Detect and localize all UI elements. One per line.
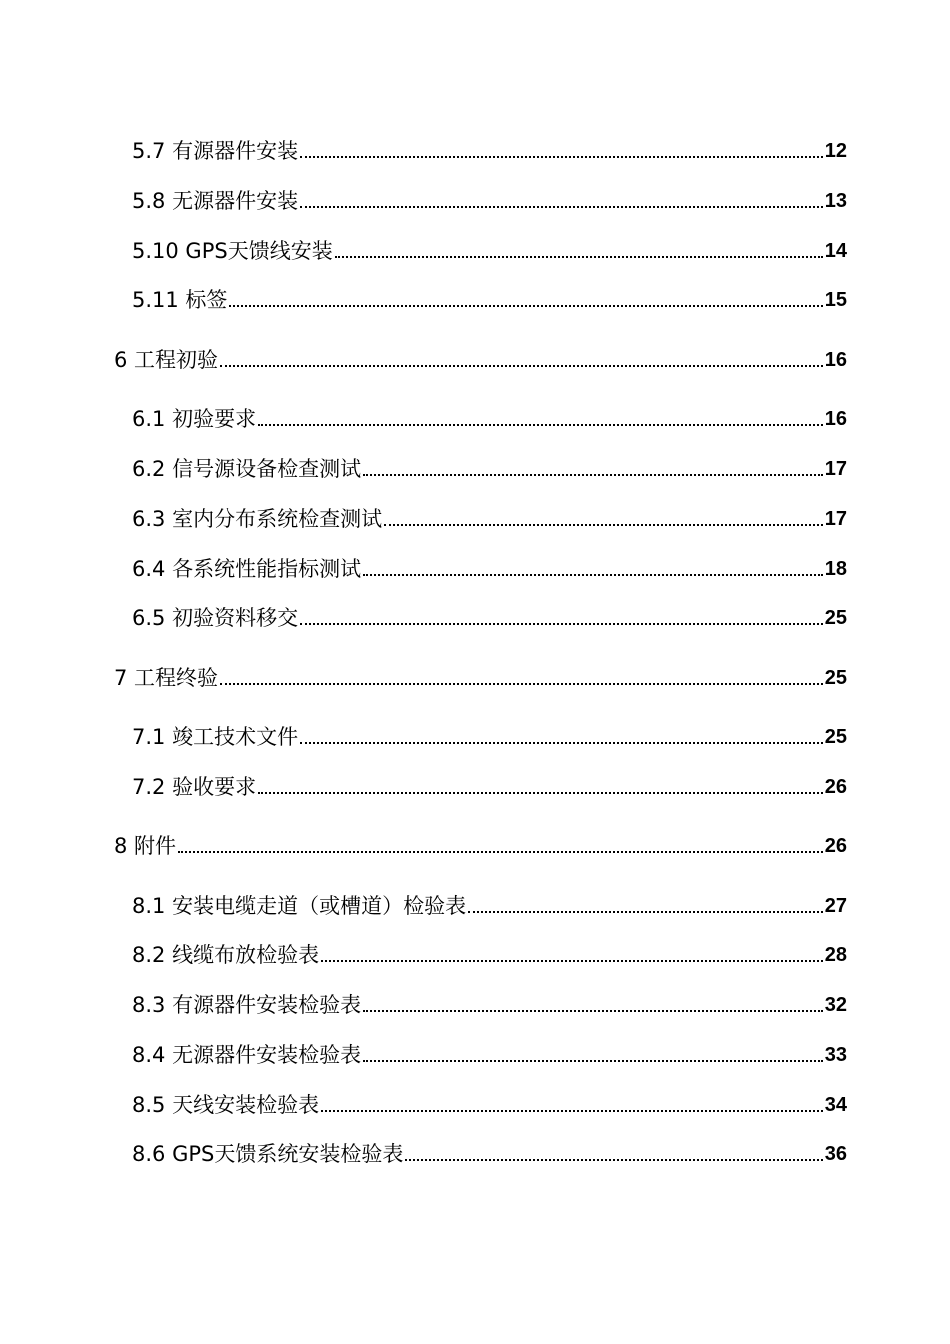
toc-entry-label: 7.1 竣工技术文件 xyxy=(132,725,299,749)
dot-leader xyxy=(220,365,823,367)
toc-page-number: 16 xyxy=(824,349,847,371)
toc-entry-label: 6.5 初验资料移交 xyxy=(132,606,299,630)
toc-page-number: 16 xyxy=(824,408,847,430)
toc-entry-label: 8.5 天线安装检验表 xyxy=(132,1093,320,1117)
toc-page-number: 27 xyxy=(824,895,847,917)
toc-page-number: 33 xyxy=(824,1044,847,1066)
toc-entry-8-6[interactable] xyxy=(132,1136,847,1166)
toc-entry-6-1[interactable] xyxy=(132,401,847,431)
toc-entry-8[interactable] xyxy=(114,828,847,858)
dot-leader xyxy=(405,1159,822,1161)
toc-entry-6-4[interactable] xyxy=(132,551,847,581)
toc-page-number: 32 xyxy=(824,994,847,1016)
toc-page-number: 26 xyxy=(824,835,847,857)
toc-entry-label: 8.2 线缆布放检验表 xyxy=(132,943,320,967)
toc-entry-7-2[interactable] xyxy=(132,769,847,799)
toc-page-number: 36 xyxy=(824,1143,847,1165)
toc-entry-6[interactable] xyxy=(114,342,847,372)
dot-leader xyxy=(468,911,823,913)
toc-entry-6-2[interactable] xyxy=(132,451,847,481)
dot-leader xyxy=(229,305,822,307)
toc-entry-label: 5.8 无源器件安装 xyxy=(132,189,299,213)
toc-entry-label: 5.11 标签 xyxy=(132,288,228,312)
toc-entry-label: 6.1 初验要求 xyxy=(132,407,257,431)
dot-leader xyxy=(220,683,823,685)
dot-leader xyxy=(363,474,823,476)
toc-page-number: 13 xyxy=(824,190,847,212)
toc-entry-label: 6.3 室内分布系统检查测试 xyxy=(132,507,383,531)
toc-entry-label: 6.4 各系统性能指标测试 xyxy=(132,557,362,581)
dot-leader xyxy=(258,424,823,426)
toc-page-number: 25 xyxy=(824,667,847,689)
toc-entry-6-5[interactable] xyxy=(132,600,847,630)
toc-entry-label: 8.4 无源器件安装检验表 xyxy=(132,1043,362,1067)
toc-entry-label: 6.2 信号源设备检查测试 xyxy=(132,457,362,481)
toc-page-number: 28 xyxy=(824,944,847,966)
dot-leader xyxy=(363,574,823,576)
toc-page-number: 18 xyxy=(824,558,847,580)
toc-entry-8-4[interactable] xyxy=(132,1037,847,1067)
toc-entry-5-10[interactable] xyxy=(132,233,847,263)
dot-leader xyxy=(363,1010,823,1012)
dot-leader xyxy=(258,792,823,794)
toc-entry-6-3[interactable] xyxy=(132,501,847,531)
dot-leader xyxy=(384,524,823,526)
toc-entry-8-3[interactable] xyxy=(132,987,847,1017)
toc-page-number: 17 xyxy=(824,508,847,530)
toc-entry-5-11[interactable] xyxy=(132,282,847,312)
toc-page-number: 17 xyxy=(824,458,847,480)
dot-leader xyxy=(321,1110,823,1112)
toc-entry-5-7[interactable] xyxy=(132,133,847,163)
toc-entry-label: 8.1 安装电缆走道（或槽道）检验表 xyxy=(132,894,467,918)
toc-entry-5-8[interactable] xyxy=(132,183,847,213)
dot-leader xyxy=(300,623,823,625)
toc-page-number: 25 xyxy=(824,726,847,748)
toc-page-number: 34 xyxy=(824,1094,847,1116)
dot-leader xyxy=(300,206,823,208)
dot-leader xyxy=(178,851,823,853)
toc-entry-8-5[interactable] xyxy=(132,1087,847,1117)
toc-page-number: 14 xyxy=(824,240,847,262)
toc-entry-7-1[interactable] xyxy=(132,719,847,749)
toc-entry-label: 7.2 验收要求 xyxy=(132,775,257,799)
dot-leader xyxy=(335,256,823,258)
toc-entry-8-2[interactable] xyxy=(132,937,847,967)
toc-page-number: 15 xyxy=(824,289,847,311)
toc-page-number: 25 xyxy=(824,607,847,629)
toc-entry-8-1[interactable] xyxy=(132,888,847,918)
dot-leader xyxy=(300,156,823,158)
toc-page-number: 12 xyxy=(824,140,847,162)
toc-entry-label: 7 工程终验 xyxy=(114,666,219,690)
toc-entry-label: 8.3 有源器件安装检验表 xyxy=(132,993,362,1017)
toc-entry-label: 5.10 GPS天馈线安装 xyxy=(132,239,333,263)
toc-page-number: 26 xyxy=(824,776,847,798)
toc-entry-label: 8 附件 xyxy=(114,834,177,858)
dot-leader xyxy=(300,742,823,744)
toc-entry-label: 5.7 有源器件安装 xyxy=(132,139,299,163)
toc-entry-label: 6 工程初验 xyxy=(114,348,219,372)
dot-leader xyxy=(363,1060,823,1062)
dot-leader xyxy=(321,960,823,962)
toc-entry-7[interactable] xyxy=(114,660,847,690)
toc-entry-label: 8.6 GPS天馈系统安装检验表 xyxy=(132,1142,404,1166)
